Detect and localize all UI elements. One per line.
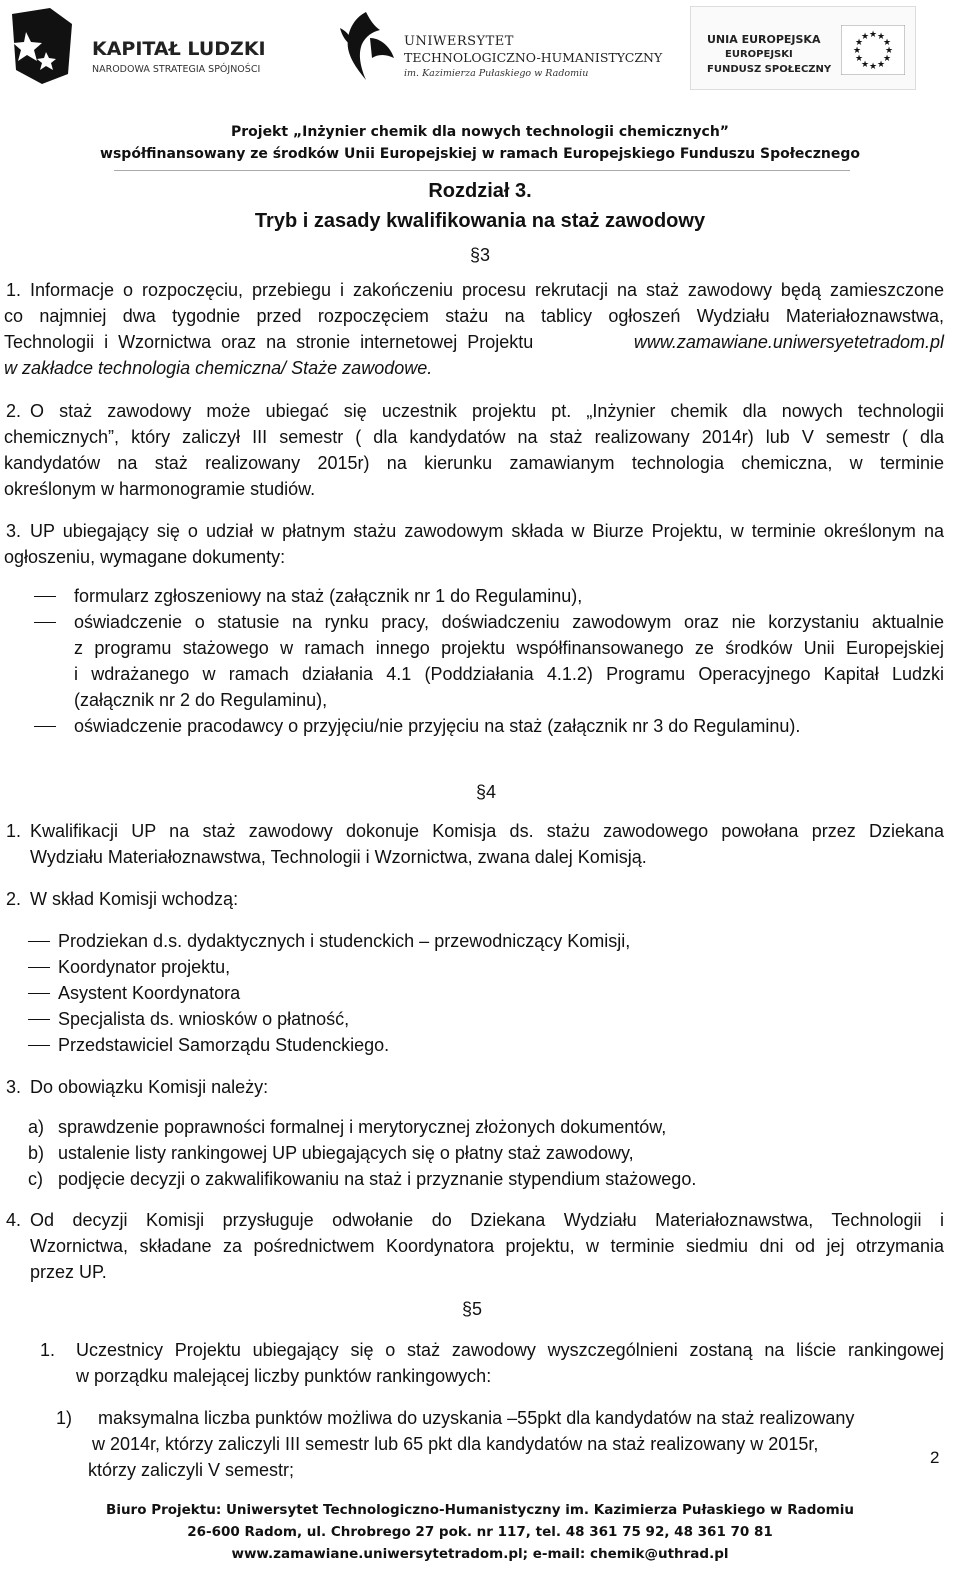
s3-p3-line1: UP ubiegający się o udział w płatnym stażu zawodowym składa w Biurze Projektu, w terminie określonym na <box>30 521 944 541</box>
svg-text:★: ★ <box>882 38 892 48</box>
s4-p1-line1: Kwalifikacji UP na staż zawodowy dokonuje Komisja ds. stażu zawodowego powołana przez Dziekana <box>30 821 944 841</box>
svg-text:★: ★ <box>876 32 886 42</box>
uth-line3: im. Kazimierza Pułaskiego w Radomiu <box>404 68 589 79</box>
s5-sub1-line1: maksymalna liczba punktów możliwa do uzyskania –55pkt dla kandydatów na staż realizowany <box>98 1408 855 1428</box>
s5-sub1-number: 1) <box>56 1408 73 1428</box>
s3-doc-item-2-line2: z programu stażowego w ramach innego projektu współfinansowanego ze środków Unii Europejskiej <box>74 638 944 658</box>
committee-member-1: Prodziekan d.s. dydaktycznych i studenckich – przewodniczący Komisji, <box>58 931 631 951</box>
s3-p1-line3-text: Technologii i Wzornictwa oraz na stronie internetowej Projektu <box>4 332 534 352</box>
svg-text:★: ★ <box>854 38 864 48</box>
svg-text:★: ★ <box>882 54 892 64</box>
s3-p1-line3 <box>4 329 944 355</box>
s3-p3-number: 3. <box>6 521 22 541</box>
uth-line1: UNIWERSYTET <box>404 34 514 49</box>
s3-p1-line2: co najmniej dwa tygodnie przed rozpoczęciem stażu na tablicy ogłoszeń Wydziału Materiałoznawstwa, <box>4 306 944 326</box>
eu-line1: UNIA EUROPEJSKA <box>707 33 821 46</box>
duty-b-text: ustalenie listy rankingowej UP ubiegających się o płatny staż zawodowy, <box>58 1143 634 1163</box>
kapital-ludzki-subtitle: NARODOWA STRATEGIA SPÓJNOŚCI <box>92 64 261 75</box>
s3-p3-line2: ogłoszeniu, wymagane dokumenty: <box>4 547 286 567</box>
eu-line2: EUROPEJSKI <box>725 49 793 60</box>
kapital-ludzki-emblem-icon <box>6 4 78 88</box>
s4-p3-text: Do obowiązku Komisji należy: <box>30 1077 269 1097</box>
chapter-subtitle: Tryb i zasady kwalifikowania na staż zawodowy <box>254 210 706 232</box>
footer-address: 26-600 Radom, ul. Chrobrego 27 pok. nr 117, tel. 48 361 75 92, 48 361 70 81 <box>187 1524 773 1540</box>
header-rule <box>114 170 850 171</box>
s4-p4-line3: przez UP. <box>30 1262 107 1282</box>
committee-member-5: Przedstawiciel Samorządu Studenckiego. <box>58 1035 390 1055</box>
s3-p2-line4: określonym w harmonogramie studiów. <box>4 479 316 499</box>
list-dash <box>28 941 50 942</box>
kapital-ludzki-logo <box>6 4 286 88</box>
s3-doc-item-2-line1: oświadczenie o statusie na rynku pracy, doświadczeniu zawodowym oraz nie korzystaniu aktualnie <box>74 612 944 632</box>
svg-text:★: ★ <box>860 60 870 70</box>
duty-b-letter: b) <box>28 1143 45 1163</box>
chapter-title: Rozdział 3. <box>428 180 532 202</box>
s4-p4-line1: Od decyzji Komisji przysługuje odwołanie do Dziekana Wydziału Materiałoznawstwa, Technologii i <box>30 1210 944 1230</box>
list-dash <box>28 967 50 968</box>
svg-text:★: ★ <box>860 32 870 42</box>
eu-flag-icon <box>841 25 905 75</box>
duty-c-letter: c) <box>28 1169 43 1189</box>
s3-p1-line1: Informacje o rozpoczęciu, przebiegu i zakończeniu procesu rekrutacji na staż zawodowy będą zamieszczone <box>30 280 944 300</box>
s3-doc-item-2-line4: (załącznik nr 2 do Regulaminu), <box>74 690 328 710</box>
s4-p3-number: 3. <box>6 1077 22 1097</box>
duty-a-letter: a) <box>28 1117 45 1137</box>
list-dash <box>28 993 50 994</box>
footer-office: Biuro Projektu: Uniwersytet Technologiczno-Humanistyczny im. Kazimierza Pułaskiego w Radomiu <box>106 1502 854 1518</box>
project-website-link[interactable]: www.zamawiane.uniwersyetetradom.pl <box>633 332 944 352</box>
section-3-symbol: §3 <box>469 245 491 265</box>
svg-text:★: ★ <box>852 46 862 56</box>
s4-p1-number: 1. <box>6 821 22 841</box>
s4-p4-line2: Wzornictwa, składane za pośrednictwem Koordynatora projektu, w terminie siedmiu dni od jej otrzymania <box>30 1236 944 1256</box>
s3-p2-line2: chemicznych”, który zaliczył III semestr ( dla kandydatów na staż realizowany 2014r) lub V semestr ( dla <box>4 427 944 447</box>
footer-contact[interactable]: www.zamawiane.uniwersytetradom.pl; e-mail: chemik@uthrad.pl <box>231 1546 729 1562</box>
s4-p2-text: W skład Komisji wchodzą: <box>30 889 239 909</box>
eu-logo <box>690 6 916 90</box>
s3-doc-item-1: formularz zgłoszeniowy na staż (załącznik nr 1 do Regulaminu), <box>74 586 583 606</box>
s5-sub1-line3: którzy zaliczyli V semestr; <box>88 1460 295 1480</box>
list-dash <box>34 596 56 597</box>
eagle-icon <box>336 8 398 84</box>
s4-p2-number: 2. <box>6 889 22 909</box>
eu-line3: FUNDUSZ SPOŁECZNY <box>707 64 832 75</box>
s3-p2-line3: kandydatów na staż realizowany 2015r) na kierunku zamawianym technologia chemiczna, w terminie <box>4 453 944 473</box>
s3-p1-number: 1. <box>6 280 22 300</box>
kapital-ludzki-title: KAPITAŁ LUDZKI <box>92 38 266 60</box>
section-4-symbol: §4 <box>475 782 497 802</box>
committee-member-2: Koordynator projektu, <box>58 957 231 977</box>
project-title-line1: Projekt „Inżynier chemik dla nowych technologii chemicznych” <box>230 124 729 140</box>
s3-p2-line1: O staż zawodowy może ubiegać się uczestnik projektu pt. „Inżynier chemik dla nowych technologii <box>30 401 944 421</box>
svg-text:★: ★ <box>884 46 894 56</box>
svg-text:★: ★ <box>868 30 878 40</box>
committee-member-3: Asystent Koordynatora <box>58 983 241 1003</box>
s5-sub1-line2: w 2014r, którzy zaliczyli III semestr lub 65 pkt dla kandydatów na staż realizowany w 2015r, <box>92 1434 819 1454</box>
svg-text:★: ★ <box>854 54 864 64</box>
s3-p2-number: 2. <box>6 401 22 421</box>
s4-p4-number: 4. <box>6 1210 22 1230</box>
list-dash <box>28 1019 50 1020</box>
page-number: 2 <box>930 1448 940 1467</box>
s4-p1-line2: Wydziału Materiałoznawstwa, Technologii i Wzornictwa, zwana dalej Komisją. <box>30 847 647 867</box>
section-5-symbol: §5 <box>461 1299 483 1319</box>
list-dash <box>34 622 56 623</box>
committee-member-4: Specjalista ds. wniosków o płatność, <box>58 1009 350 1029</box>
list-dash <box>28 1045 50 1046</box>
s5-p1-line2: w porządku malejącej liczby punktów rankingowych: <box>76 1366 492 1386</box>
s5-p1-line1: Uczestnicy Projektu ubiegający się o staż zawodowy wyszczególnieni zostaną na liście rankingowej <box>76 1340 944 1360</box>
duty-c-text: podjęcie decyzji o zakwalifikowaniu na staż i przyznanie stypendium stażowego. <box>58 1169 697 1189</box>
uth-logo <box>336 8 666 88</box>
svg-text:★: ★ <box>868 62 878 72</box>
uth-line2: TECHNOLOGICZNO-HUMANISTYCZNY <box>404 50 663 65</box>
s3-p1-last: w zakładce technologia chemiczna/ Staże zawodowe. <box>4 358 433 378</box>
svg-text:★: ★ <box>876 60 886 70</box>
s3-doc-item-3: oświadczenie pracodawcy o przyjęciu/nie przyjęciu na staż (załącznik nr 3 do Regulaminu). <box>74 716 801 736</box>
s3-doc-item-2-line3: i wdrażanego w ramach działania 4.1 (Poddziałania 4.1.2) Programu Operacyjnego Kapitał Ludzki <box>74 664 944 684</box>
s5-p1-number: 1. <box>40 1340 56 1360</box>
project-title-line2: współfinansowany ze środków Unii Europejskiej w ramach Europejskiego Funduszu Społecznego <box>100 146 860 162</box>
duty-a-text: sprawdzenie poprawności formalnej i merytorycznej złożonych dokumentów, <box>58 1117 667 1137</box>
list-dash <box>34 726 56 727</box>
